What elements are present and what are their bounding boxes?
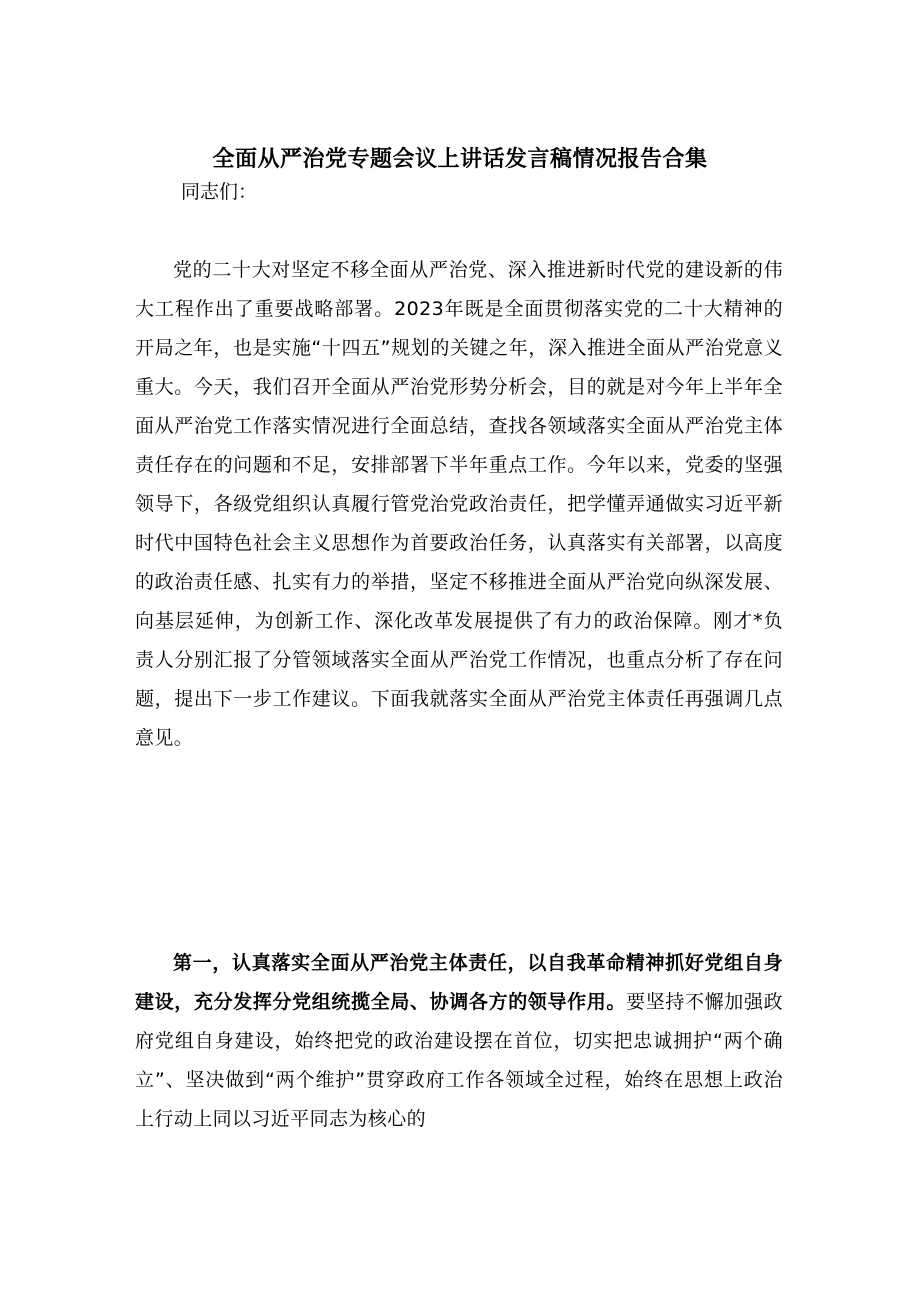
paragraph-lead-heading: 第一，认真落实全面从严治党主体责任，以自我革命精神抓好党组自身建设，充分发挥分党组统揽全局、协调各方的领导作用。 bbox=[135, 952, 783, 1013]
paragraph-body: 要坚持不懈加强政府党组自身建设，始终把党的政治建设摆在首位，切实把忠诚拥护“两个确立”、坚决做到“两个维护”贯穿政府工作各领域全过程，始终在思想上政治上行动上同以习近平同志为核心的 bbox=[135, 991, 783, 1130]
paragraph-first-point bbox=[135, 944, 783, 1139]
document-title: 全面从严治党专题会议上讲话发言稿情况报告合集 bbox=[212, 147, 708, 172]
salutation: 同志们： bbox=[181, 181, 258, 203]
paragraph-intro: 党的二十大对坚定不移全面从严治党、深入推进新时代党的建设新的伟大工程作出了重要战略部署。2023年既是全面贯彻落实党的二十大精神的开局之年，也是实施“十四五”规划的关键之年，深入推进全面从严治党意义重大。今天，我们召开全面从严治党形势分析会，目的就是对今年上半年全面从严治党工作落实情况进行全面总结，查找各领域落实全面从严治党主体责任存在的问题和不足，安排部署下半年重点工作。今年以来，党委的坚强领导下，各级党组织认真履行管党治党政治责任，把学懂弄通做实习近平新时代中国特色社会主义思想作为首要政治任务，认真落实有关部署，以高度的政治责任感、扎实有力的举措，坚定不移推进全面从严治党向纵深发展、向基层延伸，为创新工作、深化改革发展提供了有力的政治保障。刚才*负责人分别汇报了分管领域落实全面从严治党工作情况，也重点分析了存在问题，提出下一步工作建议。下面我就落实全面从严治党主体责任再强调几点意见。 bbox=[135, 259, 783, 749]
